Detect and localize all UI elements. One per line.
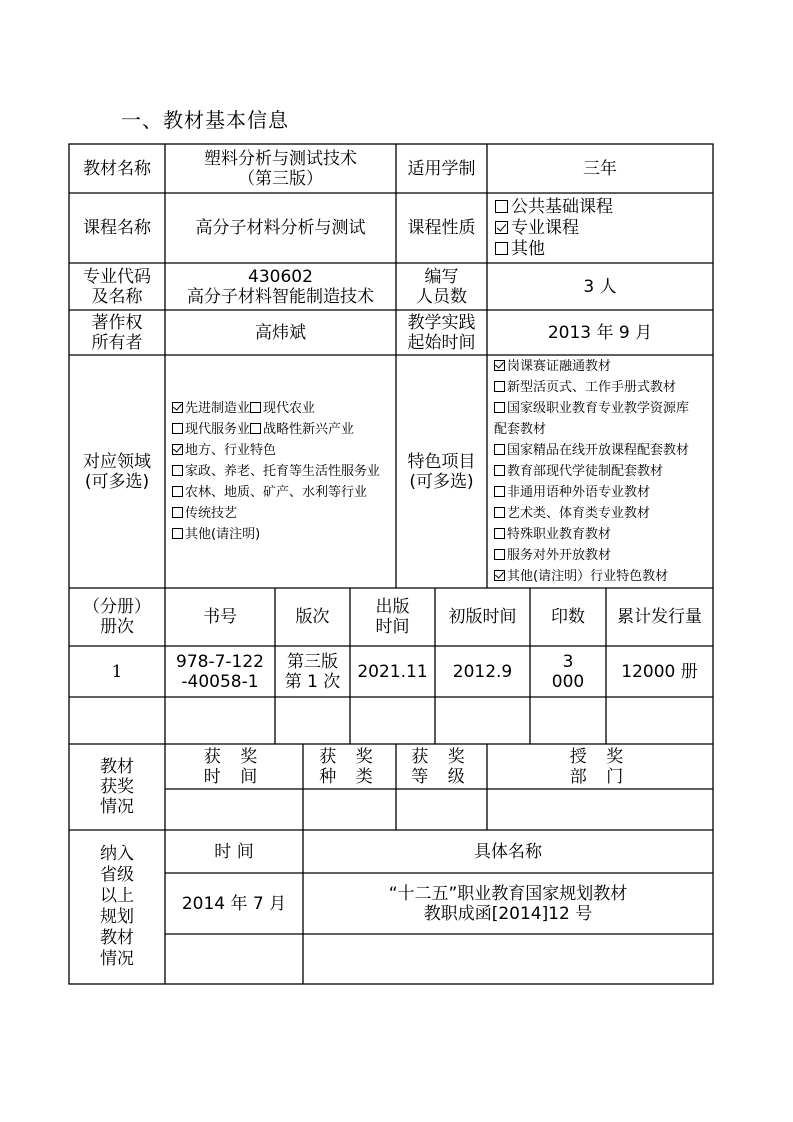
checkbox-icon xyxy=(494,444,505,455)
checkbox-icon xyxy=(494,381,505,392)
feature-option-art-sports[interactable]: 艺术类、体育类专业教材 xyxy=(494,503,650,524)
field-option-local-industry[interactable]: 地方、行业特色 xyxy=(172,440,276,461)
volume-header-total-circulation: 累计发行量 xyxy=(617,607,702,627)
checkbox-icon xyxy=(172,507,183,518)
authors-label: 编写 人员数 xyxy=(416,266,467,307)
field-option-modern-service[interactable]: 现代服务业 xyxy=(172,422,250,437)
planning-header-name: 具体名称 xyxy=(474,841,542,862)
awards-header-time: 获 奖 时 间 xyxy=(203,746,265,787)
authors-value: 3 人 xyxy=(583,276,617,297)
checkbox-icon xyxy=(494,402,505,413)
field-option-emerging-industry[interactable]: 战略性新兴产业 xyxy=(250,422,354,437)
feature-option-resource-library-cont: 配套教材 xyxy=(494,422,547,437)
field-option-traditional-craft[interactable]: 传统技艺 xyxy=(172,503,237,524)
checkbox-icon xyxy=(494,528,505,539)
textbook-name-label: 教材名称 xyxy=(83,158,151,179)
field-option-life-service[interactable]: 家政、养老、托育等生活性服务业 xyxy=(172,461,380,482)
checkbox-icon xyxy=(172,465,183,476)
nature-option-other[interactable]: 其他 xyxy=(495,239,545,260)
copyright-value: 高炜斌 xyxy=(255,322,306,343)
checkbox-icon xyxy=(494,486,505,497)
volume-cell: 3 000 xyxy=(551,651,585,692)
course-nature-label: 课程性质 xyxy=(407,218,476,238)
practice-start-value: 2013 年 9 月 xyxy=(547,322,653,343)
planning-time-value: 2014 年 7 月 xyxy=(181,893,287,914)
course-nature-options xyxy=(487,193,713,263)
volume-cell: 12000 册 xyxy=(621,661,698,682)
nature-option-public[interactable]: 公共基础课程 xyxy=(495,197,613,218)
volume-header-edition: 版次 xyxy=(295,607,330,627)
volume-cell: 2021.11 xyxy=(357,661,428,682)
practice-start-label: 教学实践 起始时间 xyxy=(407,312,476,353)
major-label: 专业代码 及名称 xyxy=(83,266,151,307)
volume-header-publish-date: 出版 时间 xyxy=(375,597,410,637)
feature-option-apprenticeship[interactable]: 教育部现代学徒制配套教材 xyxy=(494,461,663,482)
feature-option-online-course[interactable]: 国家精品在线开放课程配套教材 xyxy=(494,440,689,461)
term-value: 三年 xyxy=(583,158,617,179)
field-option-modern-agriculture[interactable]: 现代农业 xyxy=(250,401,315,416)
volume-header-volume: （分册） 册次 xyxy=(83,597,151,637)
checked-checkbox-icon xyxy=(495,221,508,234)
planning-label: 纳入 省级 以上 规划 教材 情况 xyxy=(100,844,134,969)
major-code: 430602 xyxy=(248,266,313,287)
feature-option-opening-up[interactable]: 服务对外开放教材 xyxy=(494,545,611,566)
feature-option-other[interactable]: 其他(请注明）行业特色教材 xyxy=(494,566,668,587)
checked-checkbox-icon xyxy=(494,360,505,371)
checked-checkbox-icon xyxy=(172,402,183,413)
field-option-other[interactable]: 其他(请注明) xyxy=(172,524,260,545)
nature-option-major[interactable]: 专业课程 xyxy=(495,218,579,239)
feature-option-foreign-language[interactable]: 非通用语种外语专业教材 xyxy=(494,482,650,503)
fields-label: 对应领域 (可多选) xyxy=(83,451,151,492)
copyright-label: 著作权 所有者 xyxy=(91,312,143,353)
volume-cell: 978-7-122 -40058-1 xyxy=(176,651,264,692)
checkbox-icon xyxy=(172,528,183,539)
checkbox-icon xyxy=(172,486,183,497)
major-name: 高分子材料智能制造技术 xyxy=(187,286,374,307)
section-heading: 一、教材基本信息 xyxy=(121,108,289,132)
features-label: 特色项目 (可多选) xyxy=(407,451,476,492)
feature-option-special-education[interactable]: 特殊职业教育教材 xyxy=(494,524,611,545)
volume-header-first-edition: 初版时间 xyxy=(448,607,517,627)
feature-option-post-course-competition[interactable]: 岗课赛证融通教材 xyxy=(494,356,611,377)
checkbox-icon xyxy=(172,423,183,434)
field-option-advanced-manufacturing[interactable]: 先进制造业 xyxy=(172,401,250,416)
major-value xyxy=(165,263,396,310)
textbook-name-value: 塑料分析与测试技术 （第三版） xyxy=(204,148,357,189)
checkbox-icon xyxy=(250,423,261,434)
checkbox-icon xyxy=(494,507,505,518)
awards-header-department: 授 奖 部 门 xyxy=(569,746,631,787)
volume-cell: 2012.9 xyxy=(452,661,513,682)
volume-header-print-run: 印数 xyxy=(551,607,585,627)
volume-cell: 第三版 第 1 次 xyxy=(284,651,341,692)
planning-name-value: “十二五”职业教育国家规划教材 教职成函[2014]12 号 xyxy=(388,883,628,924)
volume-header-isbn: 书号 xyxy=(203,607,237,627)
features-options xyxy=(487,355,713,588)
awards-header-level: 获 奖 等 级 xyxy=(411,746,472,787)
checkbox-icon xyxy=(250,402,261,413)
awards-label: 教材 获奖 情况 xyxy=(100,757,134,817)
field-option-agri-geo-mining[interactable]: 农林、地质、矿产、水利等行业 xyxy=(172,482,367,503)
checkbox-icon xyxy=(495,242,508,255)
checked-checkbox-icon xyxy=(172,444,183,455)
feature-option-resource-library[interactable]: 国家级职业教育专业教学资源库 xyxy=(494,398,689,419)
course-name-label: 课程名称 xyxy=(83,218,151,238)
volume-cell: 1 xyxy=(111,661,123,682)
fields-options xyxy=(165,355,396,588)
course-name-value: 高分子材料分析与测试 xyxy=(195,218,366,238)
checked-checkbox-icon xyxy=(494,570,505,581)
checkbox-icon xyxy=(495,200,508,213)
checkbox-icon xyxy=(494,465,505,476)
awards-header-type: 获 奖 种 类 xyxy=(319,746,380,787)
feature-option-loose-leaf[interactable]: 新型活页式、工作手册式教材 xyxy=(494,377,676,398)
term-label: 适用学制 xyxy=(407,158,476,179)
checkbox-icon xyxy=(494,549,505,560)
planning-header-time: 时 间 xyxy=(214,841,254,862)
